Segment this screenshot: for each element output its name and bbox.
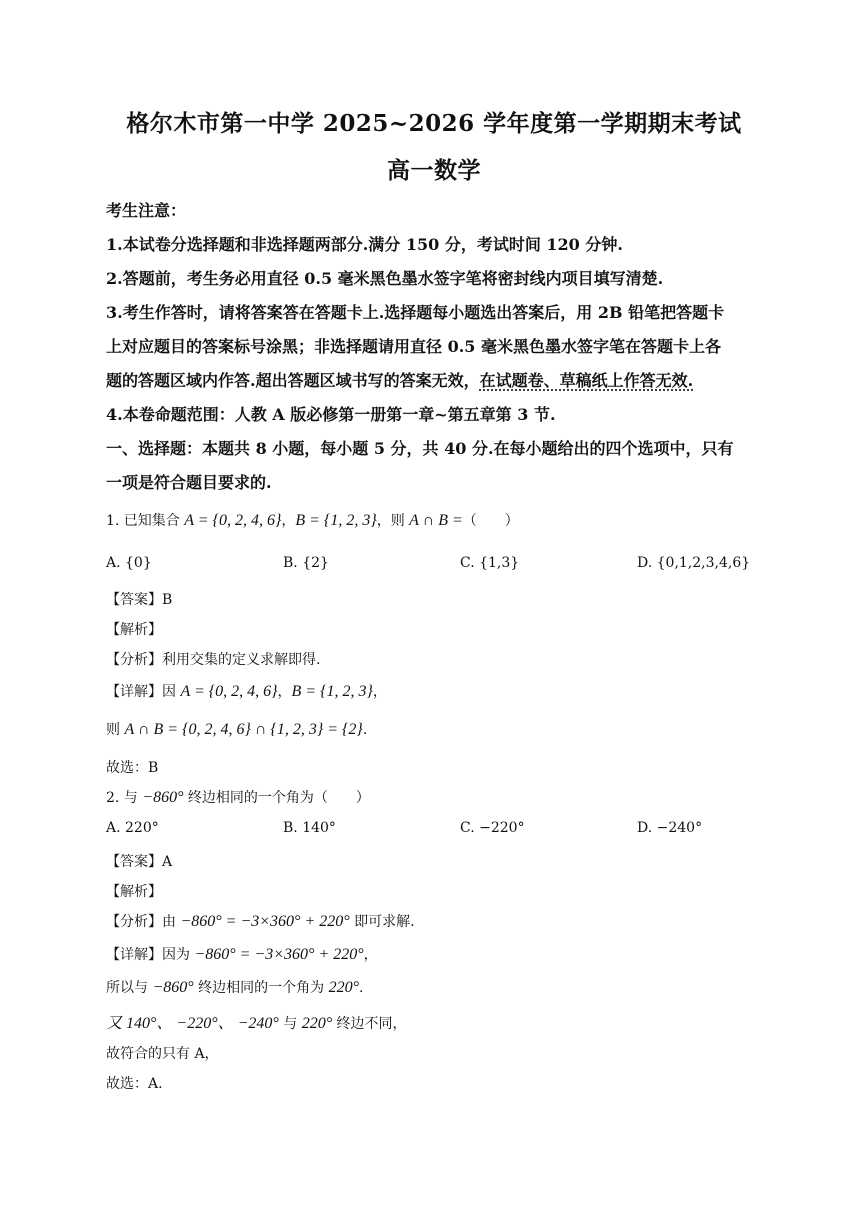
q2-l3-result: 220° (328, 979, 359, 996)
q2-option-b: B. 140° (283, 820, 336, 836)
q1-blank: （ ） (462, 513, 519, 529)
q1-choice: 故选：B (106, 760, 159, 776)
q1-option-d: D. {0,1,2,3,4,6} (637, 555, 751, 571)
q2-choice: 故选：A. (106, 1076, 163, 1092)
q1-detail-set-a: A = {0, 2, 4, 6} (180, 683, 278, 700)
q1-detail-set-b: B = {1, 2, 3} (291, 683, 373, 700)
q2-detail-line3 (106, 1010, 766, 1033)
notice-item-1: 1.本试卷分选择题和非选择题两部分.满分 150 分，考试时间 120 分钟. (106, 235, 623, 254)
q2-l4-angles: 又 140°、 −220°、 −240° (106, 1015, 279, 1032)
q2-detail-expr: −860° = −3×360° + 220° (194, 946, 364, 963)
q2-detail-line1 (106, 944, 766, 964)
q1-detail2-end: . (362, 722, 368, 738)
q2-detail-line4: 故符合的只有 A， (106, 1046, 219, 1062)
question-2-stem (106, 787, 766, 807)
q1-detail-end: ， (372, 684, 387, 700)
q2-l3-angle: −860° (152, 979, 194, 996)
q1-detail2-prefix: 则 (106, 722, 125, 738)
q1-detail-sep: ， (277, 684, 292, 700)
q1-fenxi: 【分析】利用交集的定义求解即得. (106, 652, 321, 668)
q1-stem-suffix: ，则 (376, 513, 410, 529)
q2-fenxi-prefix: 【分析】由 (106, 914, 181, 930)
q1-option-a: A. {0} (106, 555, 152, 571)
q2-option-a: A. 220° (106, 820, 159, 836)
notice-item-3b: 上对应题目的答案标号涂黑；非选择题请用直径 0.5 毫米黑色墨水签字笔在答题卡上各 (106, 337, 721, 356)
q1-answer: 【答案】B (106, 592, 173, 608)
notice-item-2: 2.答题前，考生务必用直径 0.5 毫米黑色墨水签字笔将密封线内项目填写清楚. (106, 269, 664, 288)
q2-stem-prefix: 2. 与 (106, 790, 143, 806)
q1-detail2-expr: A ∩ B = {0, 2, 4, 6} ∩ {1, 2, 3} = {2} (124, 721, 363, 738)
q2-stem-angle: −860° (142, 789, 184, 806)
q1-analysis: 【解析】 (106, 622, 162, 638)
q2-option-c: C. −220° (460, 820, 525, 836)
q2-l4-angle: 220° (301, 1015, 333, 1032)
q2-detail-line2 (106, 977, 766, 997)
q2-answer: 【答案】A (106, 854, 173, 870)
q1-stem-prefix: 1. 已知集合 (106, 513, 185, 529)
q2-stem-suffix: 终边相同的一个角为（ ） (183, 790, 370, 806)
exam-title: 格尔木市第一中学 2025~2026 学年度第一学期期末考试 (126, 110, 742, 137)
section-heading-line1: 一、选择题：本题共 8 小题，每小题 5 分，共 40 分.在每小题给出的四个选项中，只有 (106, 439, 734, 458)
notice-item-3d-emphasis: 在试题卷、草稿纸上作答无效. (479, 371, 694, 390)
q2-detail-prefix: 【详解】因为 (106, 947, 195, 963)
q2-detail-end: ， (363, 947, 378, 963)
q1-detail-line1 (106, 681, 766, 701)
q2-option-d: D. −240° (637, 820, 703, 836)
notice-heading: 考生注意： (106, 201, 187, 220)
q2-l3-prefix: 所以与 (106, 980, 153, 996)
q1-set-b: B = {1, 2, 3} (295, 512, 377, 529)
q2-fenxi (106, 911, 766, 931)
q2-fenxi-suffix: 即可求解. (349, 914, 415, 930)
q2-l3-end: . (358, 980, 364, 996)
notice-item-3c (106, 368, 766, 391)
q1-detail-label: 【详解】因 (106, 684, 181, 700)
question-1-stem (106, 510, 766, 530)
q2-analysis: 【解析】 (106, 884, 162, 900)
q1-set-a: A = {0, 2, 4, 6} (184, 512, 282, 529)
q1-sep: ， (281, 513, 296, 529)
section-heading-line2: 一项是符合题目要求的. (106, 473, 272, 492)
q2-l3-mid: 终边相同的一个角为 (193, 980, 329, 996)
q1-option-c: C. {1,3} (460, 555, 520, 571)
q1-expr: A ∩ B = (409, 512, 463, 529)
notice-item-4: 4.本卷命题范围：人教 A 版必修第一册第一章~第五章第 3 节. (106, 405, 556, 424)
exam-subject: 高一数学 (387, 157, 481, 184)
notice-item-3c-text: 题的答题区域内作答.超出答题区域书写的答案无效， (106, 371, 480, 390)
q1-option-b: B. {2} (283, 555, 329, 571)
notice-item-3a: 3.考生作答时，请将答案答在答题卡上.选择题每小题选出答案后，用 2B 铅笔把答题卡 (106, 303, 725, 322)
q2-l4-mid: 与 (278, 1016, 302, 1032)
q2-fenxi-expr: −860° = −3×360° + 220° (180, 913, 350, 930)
q2-l4-end: 终边不同， (332, 1016, 407, 1032)
q1-detail-line2 (106, 719, 766, 739)
